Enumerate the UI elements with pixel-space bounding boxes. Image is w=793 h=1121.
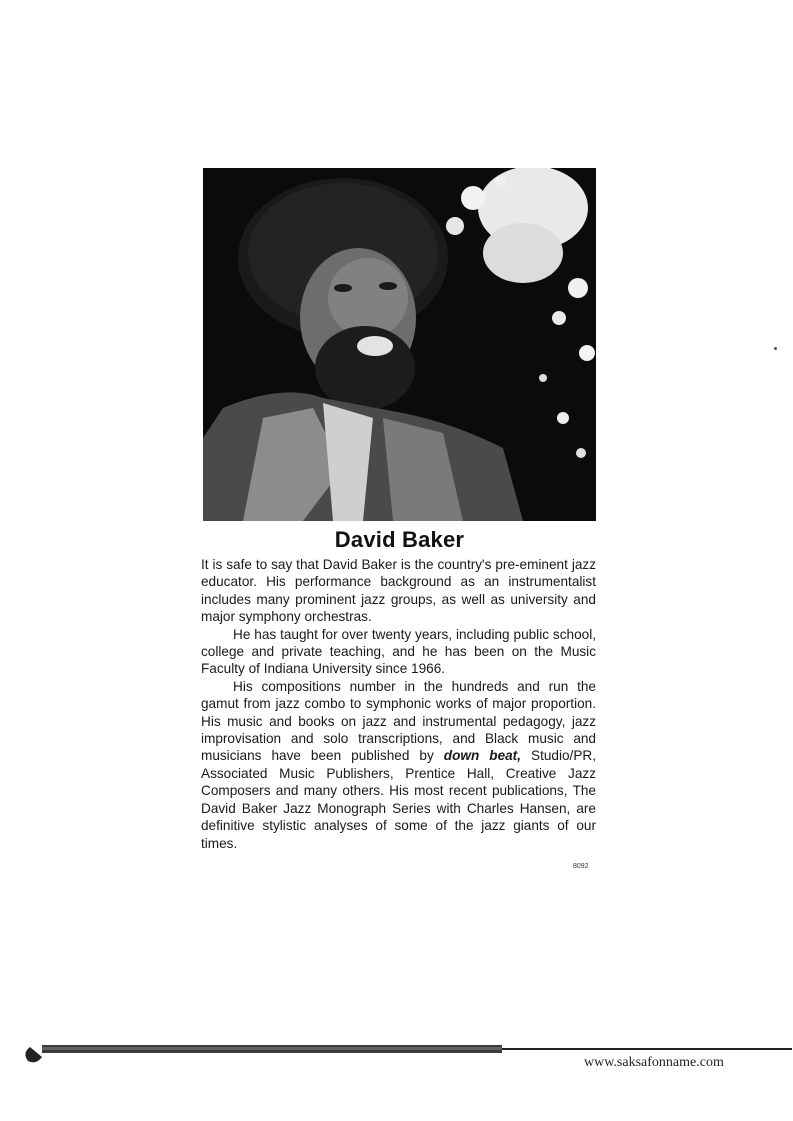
bio-paragraph xyxy=(201,626,596,678)
bio-text-run: It is safe to say that David Baker is the country's pre-eminent jazz educator. His performance background as an instrumentalist includes many prominent jazz groups, as well as university and major symphony orchestras. xyxy=(201,557,596,625)
footer-url: www.saksafonname.com xyxy=(584,1055,724,1070)
portrait-illustration xyxy=(203,168,596,521)
bio-italic-run: down beat, xyxy=(443,748,521,764)
scan-speck xyxy=(774,347,777,350)
bio-paragraph xyxy=(201,678,596,852)
catalog-code: 8092 xyxy=(573,863,589,870)
portrait-photo xyxy=(203,168,596,521)
bio-text-run: He has taught for over twenty years, including public school, college and private teaching, and he has been on the Music Faculty of Indiana University since 1966. xyxy=(201,626,596,677)
biography-text xyxy=(201,556,596,852)
bio-text-run: His compositions number in the hundreds and run the gamut from jazz combo to symphonic works of major proportion. His music and books on jazz and instrumental pedagogy, jazz improvisation and solo transcriptions, and Black music and musicians have been published by xyxy=(201,678,596,764)
bio-text-run: Studio/PR, Associated Music Publishers, Prentice Hall, Creative Jazz Composers and many others. His most recent publications, The David Baker Jazz Monograph Series with Charles Hansen, are definitive stylistic analyses of some of the jazz giants of our times. xyxy=(201,748,596,851)
bio-paragraph xyxy=(201,556,596,626)
profile-name: David Baker xyxy=(334,527,465,552)
